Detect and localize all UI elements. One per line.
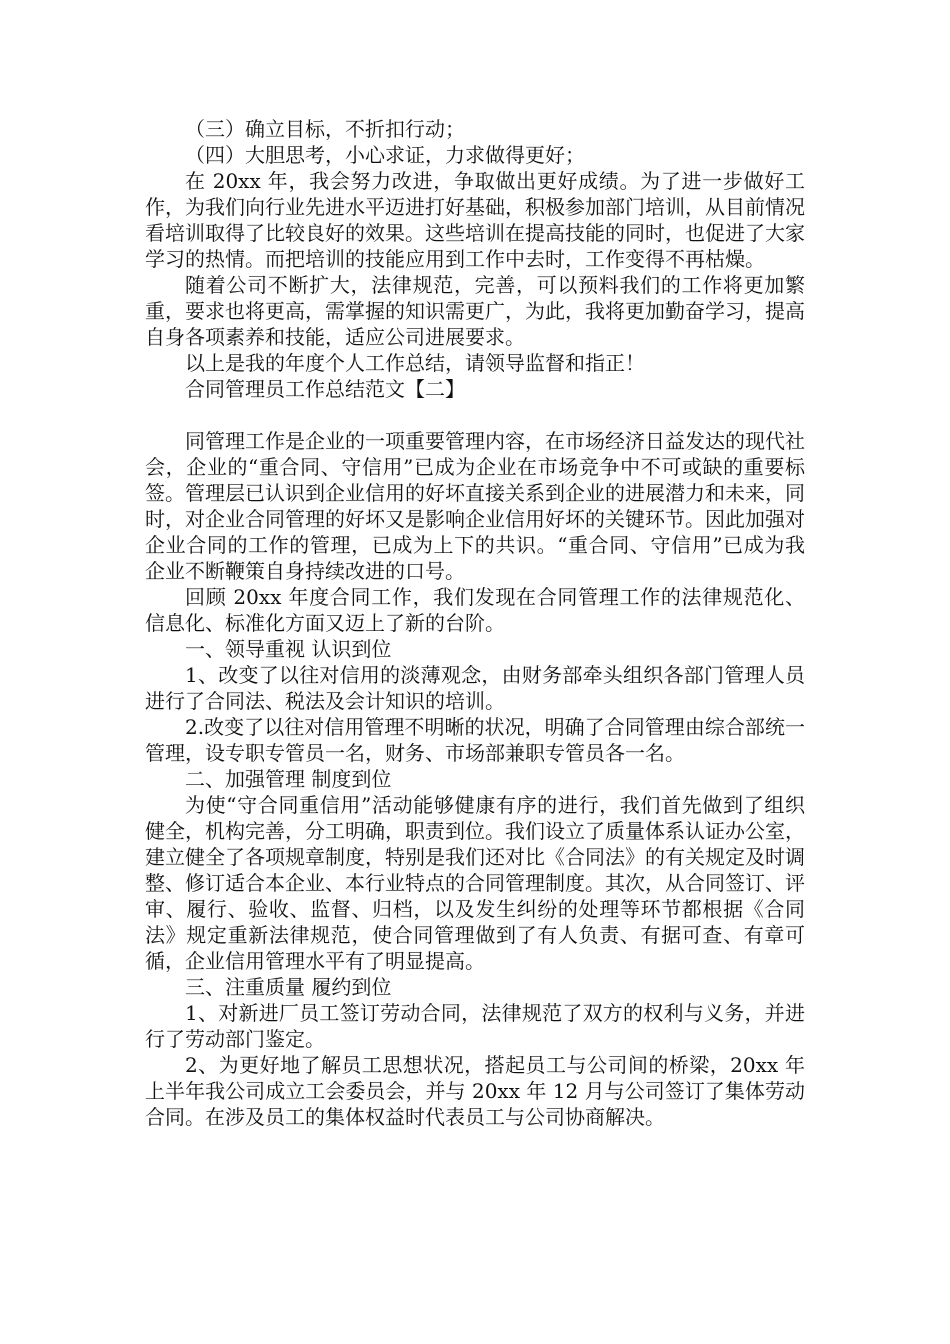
list-item-four: （四）大胆思考，小心求证，力求做得更好； xyxy=(185,143,585,167)
heading-leadership: 一、领导重视 认识到位 xyxy=(185,637,392,661)
paragraph-improvement: 在 20xx 年，我会努力改进，争取做出更好成绩。为了进一步做好工作，为我们向行业先进水平迈进打好基础，积极参加部门培训，从目前情况看培训取得了比较良好的效果。这些培训在提高技能的同时，也促进了大家学习的热情。而把培训的技能应用到工作中去时，工作变得不再枯燥。 xyxy=(145,169,805,271)
heading-management: 二、加强管理 制度到位 xyxy=(185,767,392,791)
paragraph-union: 2、为更好地了解员工思想状况，搭起员工与公司间的桥梁，20xx 年上半年我公司成立工会委员会，并与 20xx 年 12 月与公司签订了集体劳动合同。在涉及员工的集体权益时代表员工与公司协商解决。 xyxy=(145,1053,805,1129)
paragraph-item-1: 1、改变了以往对信用的淡薄观念，由财务部牵头组织各部门管理人员进行了合同法、税法及会计知识的培训。 xyxy=(145,663,805,713)
paragraph-labor-contract: 1、对新进厂员工签订劳动合同，法律规范了双方的权利与义务，并进行了劳动部门鉴定。 xyxy=(145,1001,805,1051)
blank-line xyxy=(145,402,805,428)
heading-quality: 三、注重质量 履约到位 xyxy=(185,975,392,999)
paragraph-company-growth: 随着公司不断扩大，法律规范，完善，可以预料我们的工作将更加繁重，要求也将更高，需掌握的知识需更广，为此，我将更加勤奋学习，提高自身各项素养和技能，适应公司进展要求。 xyxy=(145,273,805,349)
paragraph-management: 为使“守合同重信用”活动能够健康有序的进行，我们首先做到了组织健全，机构完善，分工明确，职责到位。我们设立了质量体系认证办公室，建立健全了各项规章制度，特别是我们还对比《合同法》的有关规定及时调整、修订适合本企业、本行业特点的合同管理制度。其次，从合同签订、评审、履行、验收、监督、归档，以及发生纠纷的处理等环节都根据《合同法》规定重新法律规范，使合同管理做到了有人负责、有据可查、有章可循，企业信用管理水平有了明显提高。 xyxy=(145,793,805,973)
paragraph-review: 回顾 20xx 年度合同工作，我们发现在合同管理工作的法律规范化、信息化、标准化方面又迈上了新的台阶。 xyxy=(145,585,805,635)
paragraph-intro: 同管理工作是企业的一项重要管理内容，在市场经济日益发达的现代社会，企业的“重合同、守信用”已成为企业在市场竞争中不可或缺的重要标签。管理层已认识到企业信用的好坏直接关系到企业的进展潜力和未来，同时，对企业合同管理的好坏又是影响企业信用好坏的关键环节。因此加强对企业合同的工作的管理，已成为上下的共识。“重合同、守信用”已成为我企业不断鞭策自身持续改进的口号。 xyxy=(145,429,805,583)
paragraph-item-2: 2.改变了以往对信用管理不明晰的状况，明确了合同管理由综合部统一管理，设专职专管员一名，财务、市场部兼职专管员各一名。 xyxy=(145,715,805,765)
document-body xyxy=(145,116,805,1130)
section-title: 合同管理员工作总结范文【二】 xyxy=(185,377,465,401)
list-item-three: （三）确立目标，不折扣行动； xyxy=(185,117,465,141)
paragraph-closing: 以上是我的年度个人工作总结，请领导监督和指正！ xyxy=(185,351,645,375)
